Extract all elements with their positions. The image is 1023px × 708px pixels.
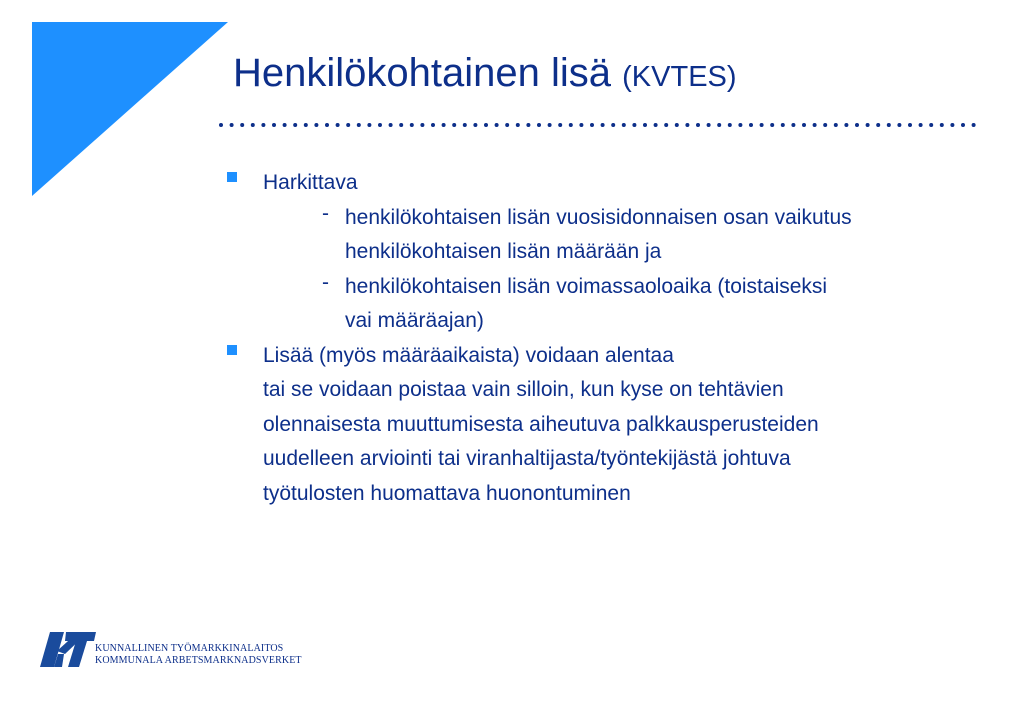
bullet-line: työtulosten huomattava huonontuminen bbox=[263, 481, 631, 505]
square-bullet-icon bbox=[227, 172, 237, 182]
organization-logo-icon bbox=[40, 630, 96, 668]
bullet-line: uudelleen arviointi tai viranhaltijasta/työntekijästä johtuva bbox=[263, 447, 791, 470]
square-bullet-icon bbox=[227, 345, 237, 355]
title-suffix: (KVTES) bbox=[622, 61, 737, 93]
sub-item bbox=[226, 270, 1016, 339]
corner-decoration bbox=[0, 0, 230, 200]
slide-title bbox=[233, 47, 737, 103]
slide-body bbox=[226, 166, 1016, 511]
dash-marker: - bbox=[322, 201, 329, 225]
dotted-divider bbox=[218, 118, 976, 132]
dash-marker: - bbox=[322, 270, 329, 294]
bullet-line: olennaisesta muuttumisesta aiheutuva palkkausperusteiden bbox=[263, 412, 819, 436]
logo-text bbox=[95, 643, 302, 666]
sub-item-line: henkilökohtaisen lisän vuosisidonnaisen osan vaikutus bbox=[345, 205, 852, 229]
logo-line-fi: KUNNALLINEN TYÖMARKKINALAITOS bbox=[95, 643, 284, 654]
title-main: Henkilökohtainen lisä bbox=[233, 51, 612, 95]
logo-line-sv: KOMMUNALA ARBETSMARKNADSVERKET bbox=[95, 654, 302, 666]
bullet-lisaa bbox=[226, 339, 1016, 512]
sub-item-line: henkilökohtaisen lisän määrään ja bbox=[345, 240, 662, 263]
sub-item-line: vai määräajan) bbox=[345, 309, 484, 332]
sub-item-line: henkilökohtaisen lisän voimassaoloaika (toistaiseksi bbox=[345, 274, 828, 298]
bullet-line: tai se voidaan poistaa vain silloin, kun kyse on tehtävien bbox=[263, 378, 784, 401]
bullet-line: Lisää (myös määräaikaista) voidaan alentaa bbox=[263, 343, 674, 367]
bullet-harkittava bbox=[226, 166, 1016, 201]
sub-item bbox=[226, 201, 1016, 270]
bullet-text: Harkittava bbox=[263, 171, 358, 194]
